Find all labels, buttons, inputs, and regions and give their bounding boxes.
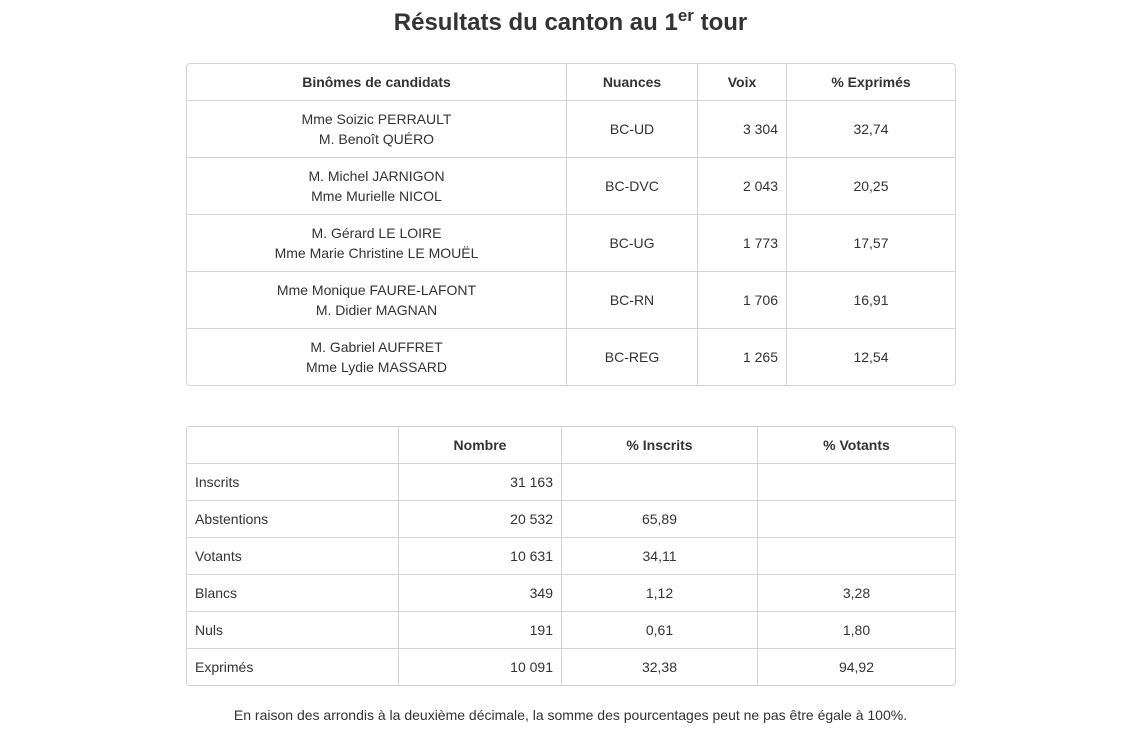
pct-inscrits-cell: 0,61 <box>562 612 758 649</box>
header-empty <box>187 427 399 464</box>
candidate-name: Mme Marie Christine LE MOUËL <box>274 245 479 261</box>
candidate-name: Mme Lydie MASSARD <box>305 359 448 375</box>
table-row <box>187 101 955 158</box>
row-label: Votants <box>187 538 399 575</box>
nombre-cell: 10 091 <box>399 649 562 685</box>
nombre-cell: 20 532 <box>399 501 562 538</box>
candidate-name: M. Benoît QUÉRO <box>318 131 435 147</box>
voix-cell: 1 706 <box>698 272 787 329</box>
header-binomes: Binômes de candidats <box>187 64 567 101</box>
pct-exprimes-cell: 20,25 <box>787 158 955 215</box>
candidate-name: Mme Soizic PERRAULT <box>301 111 452 127</box>
page-title-text: Résultats du canton au 1 <box>393 9 678 36</box>
voix-cell: 1 773 <box>698 215 787 272</box>
candidates-results-table <box>186 63 956 386</box>
pct-votants-cell: 94,92 <box>838 659 875 675</box>
candidate-name: M. Gabriel AUFFRET <box>310 339 443 355</box>
table-row <box>187 464 955 501</box>
pct-inscrits-cell: 1,12 <box>562 575 758 612</box>
rounding-footnote: En raison des arrondis à la deuxième décimale, la somme des pourcentages peut ne pas être égale à 100%. <box>233 707 908 723</box>
candidate-pair-cell <box>187 158 567 215</box>
header-pct-inscrits: % Inscrits <box>562 427 758 464</box>
pct-exprimes-cell: 12,54 <box>853 349 889 365</box>
nuance-cell: BC-RN <box>567 272 698 329</box>
candidate-name: Mme Murielle NICOL <box>311 188 442 204</box>
pct-exprimes-cell: 17,57 <box>787 215 955 272</box>
nombre-cell: 191 <box>399 612 562 649</box>
page-title-superscript: er <box>677 6 694 25</box>
pct-exprimes-cell: 32,74 <box>787 101 955 158</box>
pct-votants-cell <box>758 464 955 501</box>
table-row <box>187 215 955 272</box>
summary-header-row <box>187 427 955 464</box>
candidate-pair-cell <box>187 272 567 329</box>
row-label: Exprimés <box>187 649 399 685</box>
pct-inscrits-cell: 65,89 <box>562 501 758 538</box>
nuance-cell: BC-UG <box>567 215 698 272</box>
table-row <box>187 272 955 329</box>
candidate-name: M. Didier MAGNAN <box>315 302 438 318</box>
table-row <box>187 158 955 215</box>
pct-votants-cell <box>758 538 955 575</box>
header-pct-exprimes: % Exprimés <box>787 64 955 101</box>
pct-votants-cell <box>758 501 955 538</box>
table-row <box>187 575 955 612</box>
nuance-cell: BC-DVC <box>567 158 698 215</box>
nombre-cell: 10 631 <box>399 538 562 575</box>
table-row <box>187 329 955 385</box>
page-title-suffix: tour <box>693 9 748 36</box>
pct-votants-cell: 3,28 <box>758 575 955 612</box>
table-row <box>187 538 955 575</box>
pct-votants-cell: 1,80 <box>758 612 955 649</box>
candidate-name: Mme Monique FAURE-LAFONT <box>276 282 477 298</box>
header-nuances: Nuances <box>567 64 698 101</box>
candidate-name: M. Gérard LE LOIRE <box>311 225 442 241</box>
table-row <box>187 649 955 685</box>
candidate-name: M. Michel JARNIGON <box>308 168 445 184</box>
voix-cell: 2 043 <box>698 158 787 215</box>
pct-inscrits-cell: 32,38 <box>562 649 758 685</box>
results-header-row <box>187 64 955 101</box>
candidate-pair-cell <box>187 101 567 158</box>
header-pct-votants: % Votants <box>758 427 955 464</box>
pct-inscrits-cell <box>562 464 758 501</box>
nuance-cell: BC-UD <box>567 101 698 158</box>
voix-cell: 3 304 <box>698 101 787 158</box>
header-voix: Voix <box>698 64 787 101</box>
page-title <box>0 7 1141 39</box>
turnout-summary-table <box>186 426 956 686</box>
header-nombre: Nombre <box>399 427 562 464</box>
pct-exprimes-cell: 16,91 <box>787 272 955 329</box>
pct-inscrits-cell: 34,11 <box>562 538 758 575</box>
table-row <box>187 501 955 538</box>
voix-cell: 1 265 <box>698 329 787 385</box>
nombre-cell: 349 <box>399 575 562 612</box>
nuance-cell: BC-REG <box>567 329 698 385</box>
row-label: Blancs <box>187 575 399 612</box>
candidate-pair-cell <box>187 215 567 272</box>
row-label: Abstentions <box>187 501 399 538</box>
candidate-pair-cell <box>187 329 567 385</box>
nombre-cell: 31 163 <box>399 464 562 501</box>
row-label: Nuls <box>187 612 399 649</box>
table-row <box>187 612 955 649</box>
row-label: Inscrits <box>187 464 399 501</box>
